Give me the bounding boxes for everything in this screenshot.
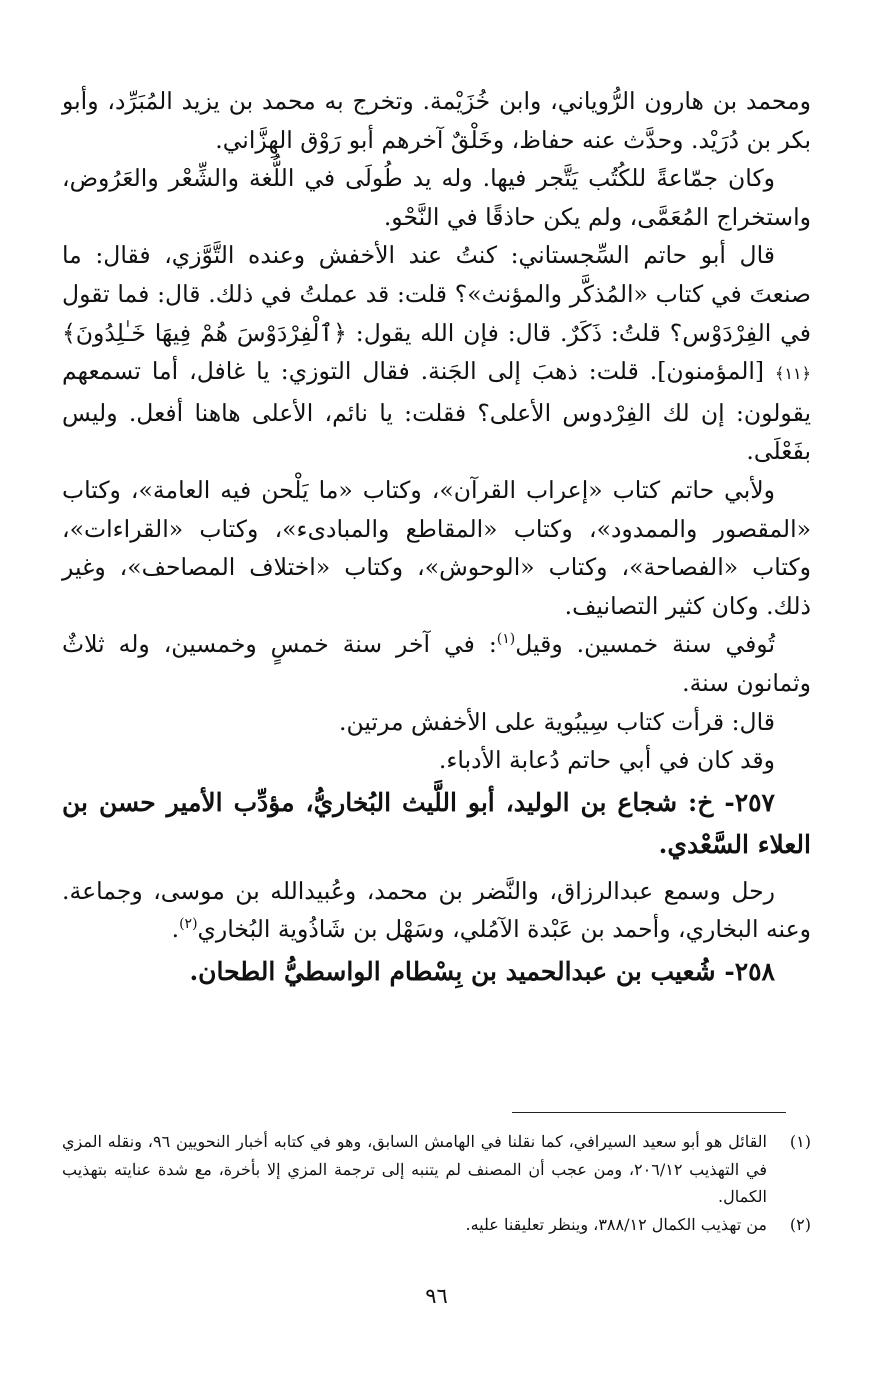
footnote-number: (١) [789, 1132, 811, 1151]
death-text-cont: : في آخر سنة خمسٍ وخمسين، وله ثلاثٌ وثمانون سنة. [62, 630, 811, 697]
footnote-1 [62, 1128, 811, 1211]
entry-text: رحل وسمع عبدالرزاق، والنَّضر بن محمد، وعُبيدالله بن موسى، وجماعة. وعنه البخاري، وأحمد بن عَبْدة الآمُلي، وسَهْل بن شَاذُوية البُخاري [62, 876, 811, 944]
entry-heading-258: ٢٥٨- شُعيب بن عبدالحميد بن بِسْطام الواسطيُّ الطحان. [189, 956, 775, 986]
page-number: ٩٦ [425, 1284, 448, 1308]
footnote-2 [62, 1211, 811, 1239]
footnote-divider [512, 1112, 786, 1113]
entry-heading-257: ٢٥٧- خ: شجاع بن الوليد، أبو اللَّيث البُخاريُّ، مؤدِّب الأمير حسن بن العلاء السَّعْدي. [62, 787, 811, 859]
anecdote-text: قال أبو حاتم السِّجستاني: كنتُ عند الأخفش وعنده التَّوَّزي، فقال: ما صنعتَ في كتاب «المُذكَّر والمؤنث»؟ قلت: قد عملتُ في ذلك. قال: فما تقول في الفِرْدَوْس؟ قلتُ: ذَكَرٌ. قال: فإن الله يقول: [62, 241, 811, 347]
paragraph: وقد كان في أبي حاتم دُعابة الأدباء. [438, 746, 775, 775]
death-text: تُوفي سنة خمسين. وقيل [515, 630, 775, 659]
paragraph-death [62, 625, 811, 702]
paragraph-books: ولأبي حاتم كتاب «إعراب القرآن»، وكتاب «ما يَلْحن فيه العامة»، وكتاب «المقصور والممدود»، وكتاب «المقاطع والمبادىء»، وكتاب «القراءات»، وكتاب «الفصاحة»، وكتاب «الوحوش»، وكتاب «اختلاف المصاحف»، وغير ذلك. وكان كثير التصانيف. [62, 475, 811, 620]
footnote-text: القائل هو أبو سعيد السيرافي، كما نقلنا في الهامش السابق، وهو في كتابه أخبار النحويين ٩٦، ونقله المزي في التهذيب ٢٠٦/١٢، ومن عجب أن المصنف لم يتنبه إلى ترجمة المزي إلا بأخرة، مع شدة عنايته بتهذيب الكمال. [62, 1132, 768, 1206]
anecdote-text-cont: [المؤمنون]. قلت: ذهبَ إلى الجَنة. فقال التوزي: يا غافل، أما تسمعهم يقولون: إن لك الفِرْدوس الأعلى؟ فقلت: يا نائم، الأعلى هاهنا أفعل. وليس بفَعْلَى. [62, 357, 811, 466]
main-text [62, 82, 811, 993]
footnote-text: من تهذيب الكمال ٣٨٨/١٢، وينظر تعليقنا عليه. [465, 1214, 767, 1234]
paragraph: وكان جمّاعةً للكُتُب يَتَّجر فيها. وله يد طُولَى في اللُّغة والشِّعْر والعَرُوض، واستخراج المُعَمَّى، ولم يكن حاذقًا في النَّحْو. [62, 164, 811, 231]
paragraph-anecdote [62, 236, 811, 471]
footnotes [62, 1128, 811, 1238]
verse-number: ﴿١١﴾ [775, 364, 811, 384]
quran-verse: ﴿ٱلْفِرْدَوْسَ هُمْ فِيهَا خَـٰلِدُونَ﴾ [62, 318, 347, 347]
footnote-ref-2[interactable]: (٢) [179, 916, 198, 933]
footnote-ref-1[interactable]: (١) [496, 631, 516, 648]
paragraph-entry-257 [62, 872, 811, 949]
entry-text-cont: . [171, 915, 180, 944]
paragraph: ومحمد بن هارون الرُّوياني، وابن خُزَيْمة. وتخرج به محمد بن يزيد المُبَرِّد، وأبو بكر بن دُرَيْد. وحدَّث عنه حفاظ، وخَلْقٌ آخرهم أبو رَوْق الهِزَّاني. [62, 87, 811, 154]
paragraph: قال: قرأت كتاب سِيبُوية على الأخفش مرتين. [338, 707, 775, 736]
footnote-number: (٢) [789, 1214, 811, 1234]
